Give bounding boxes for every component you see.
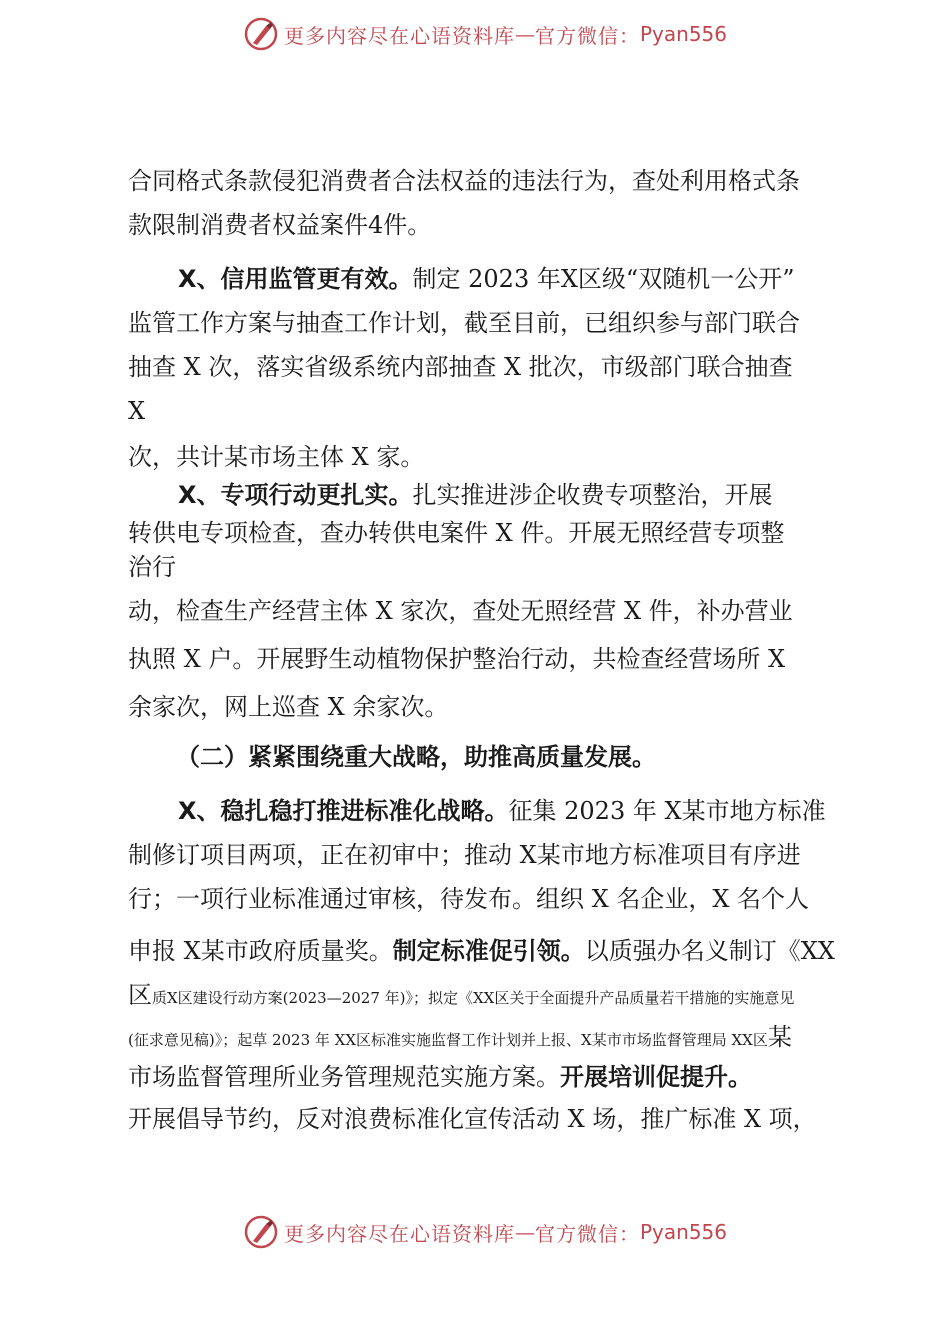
text-line: 监管工作方案与抽查工作计划，截至目前，已组织参与部门联合 bbox=[128, 309, 800, 337]
text-span: 征集 2023 年 X某市地方标准 bbox=[508, 797, 826, 825]
text-span: 某 bbox=[767, 1023, 792, 1051]
header-wechat-label: 官方微信： bbox=[535, 23, 640, 48]
text-line: 余家次，网上巡查 X 余家次。 bbox=[128, 693, 449, 721]
text-line bbox=[128, 1062, 752, 1092]
paragraph-title: X、稳扎稳打推进标准化战略。 bbox=[178, 797, 509, 825]
header-separator: — bbox=[515, 22, 535, 46]
paragraph-credit-supervision bbox=[178, 264, 794, 294]
paragraph-standardization bbox=[178, 796, 826, 826]
quill-pen-logo-icon bbox=[244, 17, 278, 51]
text-line: 动，检查生产经营主体 X 家次，查处无照经营 X 件，补办营业 bbox=[128, 597, 793, 625]
text-line: 转供电专项检查，查办转供电案件 X 件。开展无照经营专项整 bbox=[128, 519, 785, 547]
header-wechat-id: Pyan556 bbox=[640, 22, 728, 46]
text-span: 区 bbox=[128, 981, 152, 1009]
text-line bbox=[128, 1022, 792, 1052]
small-text-span: 质X区建设行动方案(2023—2027 年)》；拟定《XX区关于全面提升产品质量若干措施的实施意见 bbox=[152, 989, 795, 1007]
text-line: 执照 X 户。开展野生动植物保护整治行动，共检查经营场所 X bbox=[128, 645, 786, 673]
text-span: 以质强办名义制订《XX bbox=[584, 937, 835, 965]
paragraph-special-action bbox=[178, 480, 773, 510]
inline-bold-title: 制定标准促引领。 bbox=[392, 937, 585, 965]
small-text-span: (征求意见稿)》；起草 2023 年 XX区标准实施监督工作计划并上报、X某市市场监督管理局 XX区 bbox=[128, 1031, 768, 1049]
header-brand: 更多内容尽在心语资料库 bbox=[284, 23, 515, 48]
text-span: 市场监督管理所业务管理规范实施方案。 bbox=[128, 1063, 560, 1091]
text-line: 制修订项目两项，正在初审中；推动 X某市地方标准项目有序进 bbox=[128, 841, 801, 869]
footer-separator: — bbox=[515, 1220, 535, 1244]
text-line: X bbox=[128, 397, 146, 425]
section-heading bbox=[176, 742, 656, 772]
text-line: 治行 bbox=[128, 553, 176, 581]
text-line: 抽查 X 次，落实省级系统内部抽查 X 批次，市级部门联合抽查 bbox=[128, 353, 793, 381]
text-span: 扎实推进涉企收费专项整治，开展 bbox=[412, 481, 773, 509]
paragraph-title: X、专项行动更扎实。 bbox=[178, 481, 413, 509]
footer-brand: 更多内容尽在心语资料库 bbox=[284, 1221, 515, 1246]
footer-wechat-label: 官方微信： bbox=[535, 1221, 640, 1246]
text-line: 行；一项行业标准通过审核，待发布。组织 X 名企业，X 名个人 bbox=[128, 885, 810, 913]
text-line bbox=[128, 936, 835, 966]
text-line: 次，共计某市场主体 X 家。 bbox=[128, 443, 425, 471]
text-span: 申报 X某市政府质量奖。 bbox=[128, 937, 393, 965]
text-line: 开展倡导节约，反对浪费标准化宣传活动 X 场，推广标准 X 项， bbox=[128, 1105, 817, 1133]
text-line: 款限制消费者权益案件4件。 bbox=[128, 211, 432, 239]
quill-pen-logo-icon bbox=[244, 1215, 278, 1249]
inline-bold-title: 开展培训促提升。 bbox=[560, 1063, 752, 1091]
text-line: 合同格式条款侵犯消费者合法权益的违法行为，查处利用格式条 bbox=[128, 167, 800, 195]
header-banner bbox=[244, 14, 727, 54]
text-span: 制定 2023 年X区级“双随机一公开” bbox=[412, 265, 795, 293]
footer-banner bbox=[244, 1212, 727, 1252]
paragraph-title: X、信用监管更有效。 bbox=[178, 265, 413, 293]
footer-wechat-id: Pyan556 bbox=[640, 1220, 728, 1244]
text-line bbox=[128, 980, 794, 1010]
section-heading-text: （二）紧紧围绕重大战略，助推高质量发展。 bbox=[176, 743, 656, 771]
